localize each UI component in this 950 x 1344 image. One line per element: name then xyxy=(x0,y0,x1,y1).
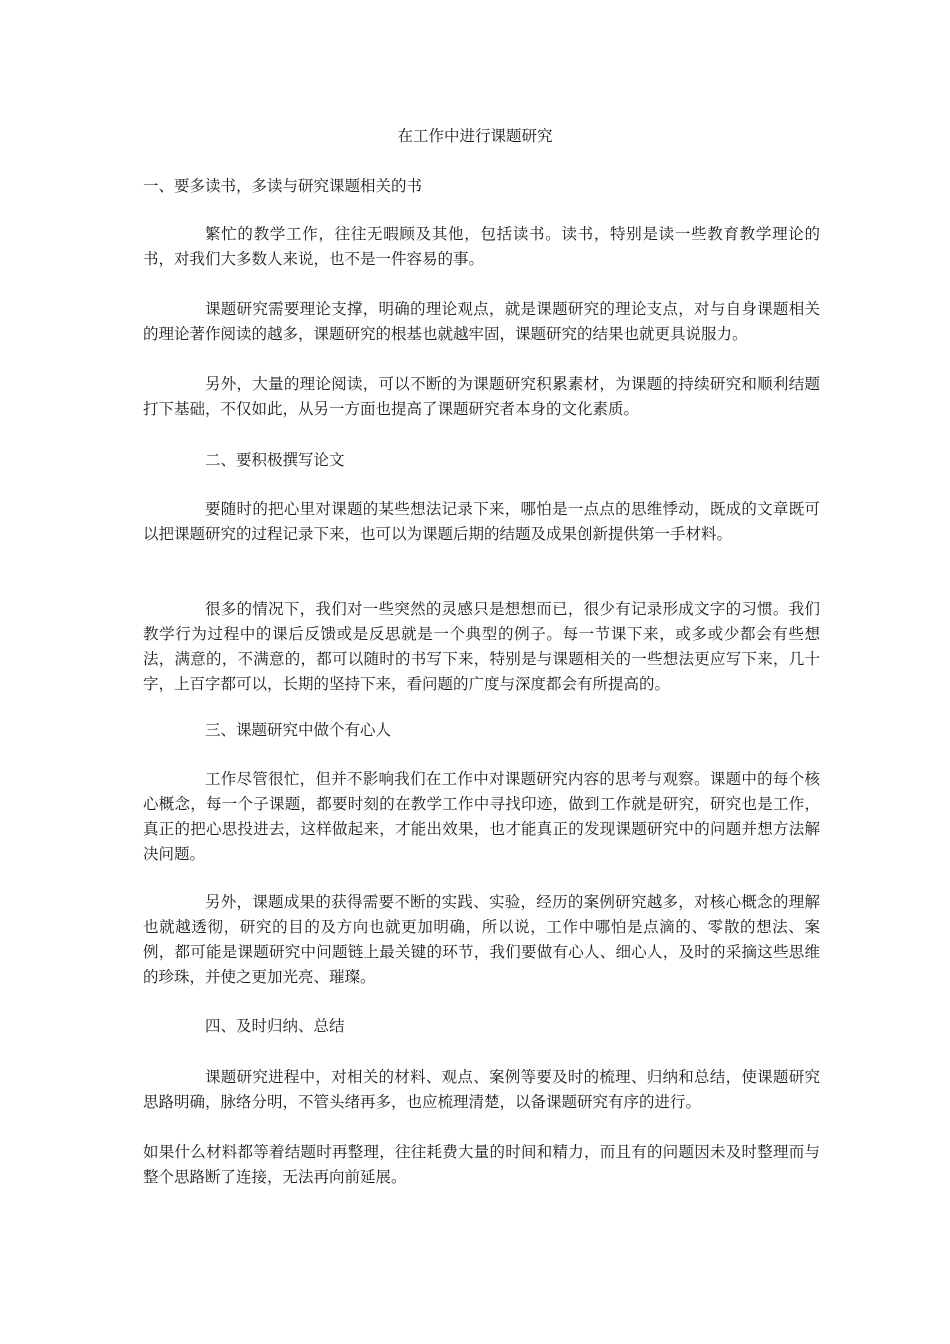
paragraph: 繁忙的教学工作，往往无暇顾及其他，包括读书。读书，特别是读一些教育教学理论的书，对我们大多数人来说，也不是一件容易的事。 xyxy=(143,225,820,268)
paragraph: 另外，大量的理论阅读，可以不断的为课题研究积累素材，为课题的持续研究和顺利结题打下基础，不仅如此，从另一方面也提高了课题研究者本身的文化素质。 xyxy=(143,375,820,418)
paragraph: 要随时的把心里对课题的某些想法记录下来，哪怕是一点点的思维悸动，既成的文章既可以把课题研究的过程记录下来，也可以为课题后期的结题及成果创新提供第一手材料。 xyxy=(143,500,820,543)
section-heading-2: 二、要积极撰写论文 xyxy=(205,451,345,469)
paragraph: 工作尽管很忙，但并不影响我们在工作中对课题研究内容的思考与观察。课题中的每个核心概念，每一个子课题，都要时刻的在教学工作中寻找印迹，做到工作就是研究，研究也是工作，真正的把心思投进去，这样做起来，才能出效果，也才能真正的发现课题研究中的问题并想方法解决问题。 xyxy=(143,770,820,863)
paragraph: 课题研究进程中，对相关的材料、观点、案例等要及时的梳理、归纳和总结，使课题研究思路明确，脉络分明，不管头绪再多，也应梳理清楚，以备课题研究有序的进行。 xyxy=(143,1068,820,1111)
paragraph: 课题研究需要理论支撑，明确的理论观点，就是课题研究的理论支点，对与自身课题相关的理论著作阅读的越多，课题研究的根基也就越牢固，课题研究的结果也就更具说服力。 xyxy=(143,300,820,343)
section-heading-3: 三、课题研究中做个有心人 xyxy=(205,721,392,739)
section-heading-4: 四、及时归纳、总结 xyxy=(205,1017,345,1035)
paragraph: 如果什么材料都等着结题时再整理，往往耗费大量的时间和精力，而且有的问题因未及时整理而与整个思路断了连接，无法再向前延展。 xyxy=(143,1143,820,1186)
paragraph: 另外，课题成果的获得需要不断的实践、实验，经历的案例研究越多，对核心概念的理解也就越透彻，研究的目的及方向也就更加明确，所以说，工作中哪怕是点滴的、零散的想法、案例，都可能是课题研究中问题链上最关键的环节，我们要做有心人、细心人，及时的采摘这些思维的珍珠，并使之更加光亮、璀璨。 xyxy=(143,893,820,986)
paragraph: 很多的情况下，我们对一些突然的灵感只是想想而已，很少有记录形成文字的习惯。我们教学行为过程中的课后反馈或是反思就是一个典型的例子。每一节课下来，或多或少都会有些想法，满意的，不满意的，都可以随时的书写下来，特别是与课题相关的一些想法更应写下来，几十字，上百字都可以，长期的坚持下来，看问题的广度与深度都会有所提高的。 xyxy=(143,600,820,693)
document-title: 在工作中进行课题研究 xyxy=(397,127,553,145)
section-heading-1: 一、要多读书，多读与研究课题相关的书 xyxy=(143,177,423,195)
